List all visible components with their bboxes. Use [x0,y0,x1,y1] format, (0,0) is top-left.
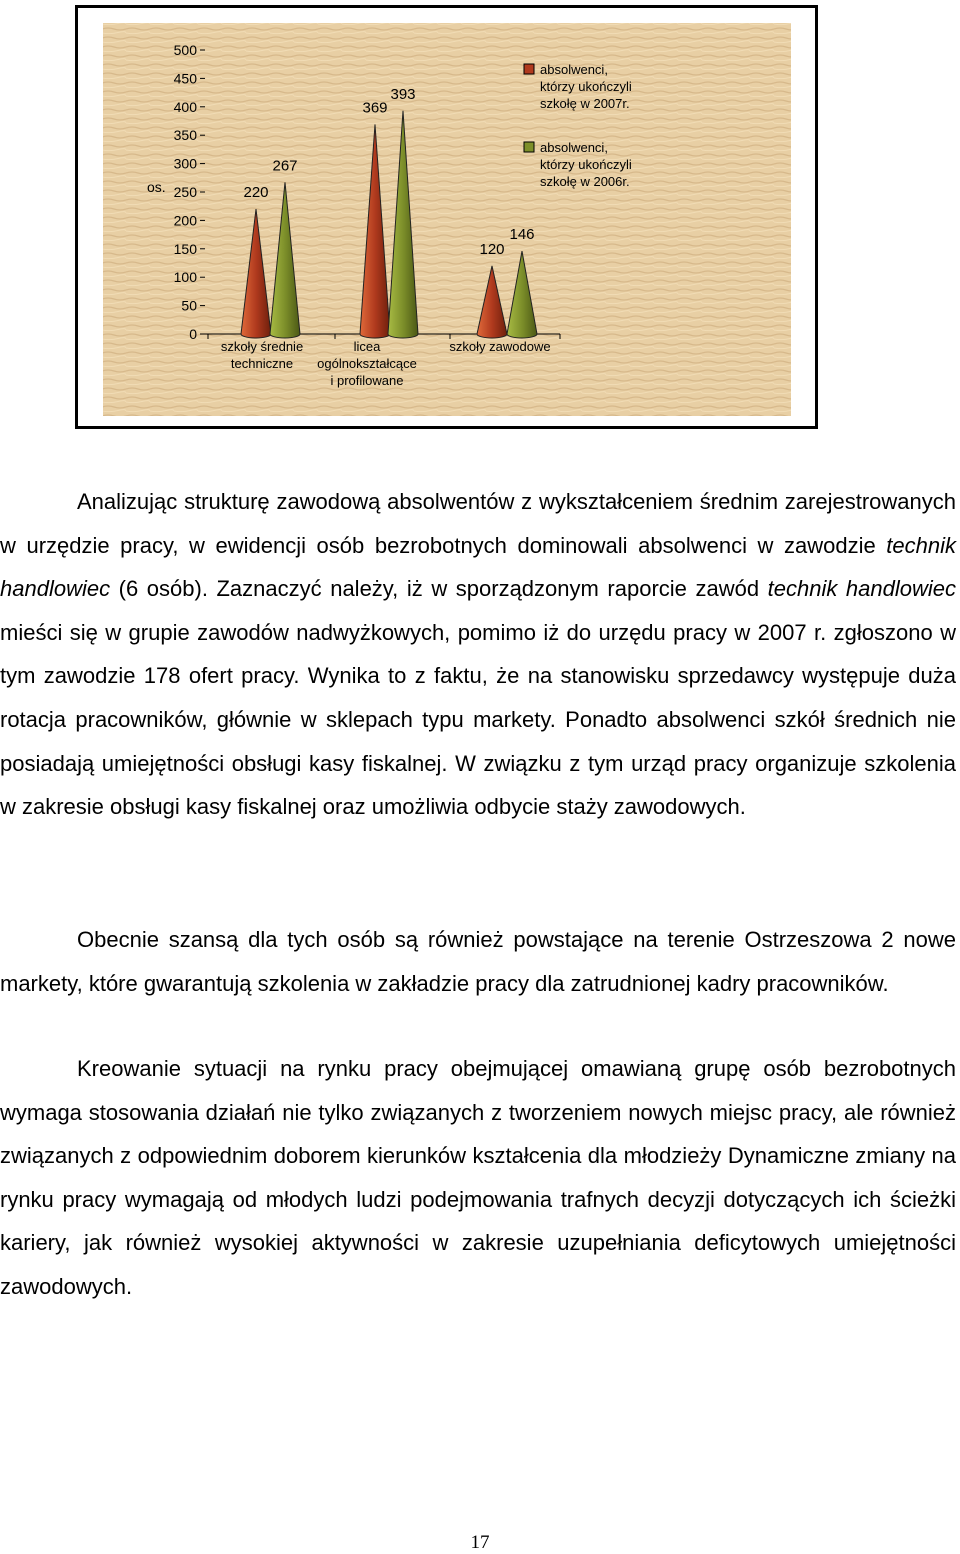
text-run: mieści się w grupie zawodów nadwyżkowych, pomimo iż do urzędu pracy w 2007 r. zgłoszono w tym zawodzie 178 ofert pracy. Wynika to z faktu, że na stanowisku sprzedawcy występuje duża rotacja pracowników, głównie w sklepach typu markety. Ponadto absolwenci szkół średnich nie posiadają umiejętności obsługi kasy fiskalnej. W związku z tym urząd pracy organizuje szkolenia w zakresie obsługi kasy fiskalnej oraz umożliwia odbycie staży zawodowych. [0,619,956,820]
legend-swatch [524,64,534,74]
italic-term: technik handlowiec [0,532,956,602]
legend-label: absolwenci, [540,62,608,77]
y-tick-label: 500 [173,42,197,58]
legend-label: absolwenci, [540,140,608,155]
cone-chart [78,8,815,426]
data-label: 120 [479,240,505,258]
category-label: techniczne [230,356,294,371]
text-run: (6 osób). Zaznaczyć należy, iż w sporządzonym raporcie zawód [110,576,768,602]
data-label: 267 [272,157,298,175]
text-run: Obecnie szansą dla tych osób są również powstające na terenie Ostrzeszowa 2 nowe markety, które gwarantują szkolenia w zakładzie pracy dla zatrudnionej kadry pracowników. [0,927,956,996]
y-tick-label: 350 [173,127,197,144]
y-tick-label: 150 [173,240,197,257]
data-label: 369 [362,99,388,117]
category-label: ogólnokształcące [317,356,417,371]
category-label: licea [353,339,381,354]
legend-label: szkołę w 2006r. [540,174,630,189]
text-run: Analizując strukturę zawodową absolwentów z wykształceniem średnim zarejestrowanych w urzędzie pracy, w ewidencji osób bezrobotnych dominowali absolwenci w zawodzie [0,489,956,558]
y-tick-label: 250 [173,184,197,200]
y-tick-label: 50 [181,297,197,314]
chart-background [103,23,791,416]
y-axis-label: os. [147,179,166,195]
paragraph [0,480,956,829]
page-number: 17 [470,1532,490,1553]
y-tick-label: 0 [189,326,197,342]
y-tick-label: 100 [173,269,197,286]
italic-term: technik handlowiec [767,576,956,602]
legend-swatch [524,142,534,152]
y-tick-label: 300 [173,155,197,172]
y-tick-label: 200 [173,212,197,229]
category-label: szkoły średnie [220,339,304,354]
data-label: 146 [509,226,535,244]
legend-label: którzy ukończyli [540,157,632,172]
text-run: Kreowanie sytuacji na rynku pracy obejmującej omawianą grupę osób bezrobotnych wymaga stosowania działań nie tylko związanych z tworzeniem nowych miejsc pracy, ale również związanych z odpowiednim doborem kierunków kształcenia dla młodzieży Dynamiczne zmiany na rynku pracy wymagają od młodych ludzi podejmowania trafnych decyzji dotyczących ich ścieżki kariery, jak również wysokiej aktywności w zakresie uzupełniania deficytowych umiejętności zawodowych. [0,1056,956,1299]
legend-label: którzy ukończyli [540,79,632,94]
paragraph [0,1047,956,1309]
legend-label: szkołę w 2007r. [540,96,630,111]
data-label: 393 [390,85,416,103]
y-tick-label: 450 [173,70,197,87]
y-tick-label: 400 [173,98,197,115]
data-label: 220 [243,184,269,202]
category-label: szkoły zawodowe [449,339,551,354]
chart-frame [75,5,818,429]
paragraph [0,918,956,1005]
category-label: i profilowane [330,373,404,388]
